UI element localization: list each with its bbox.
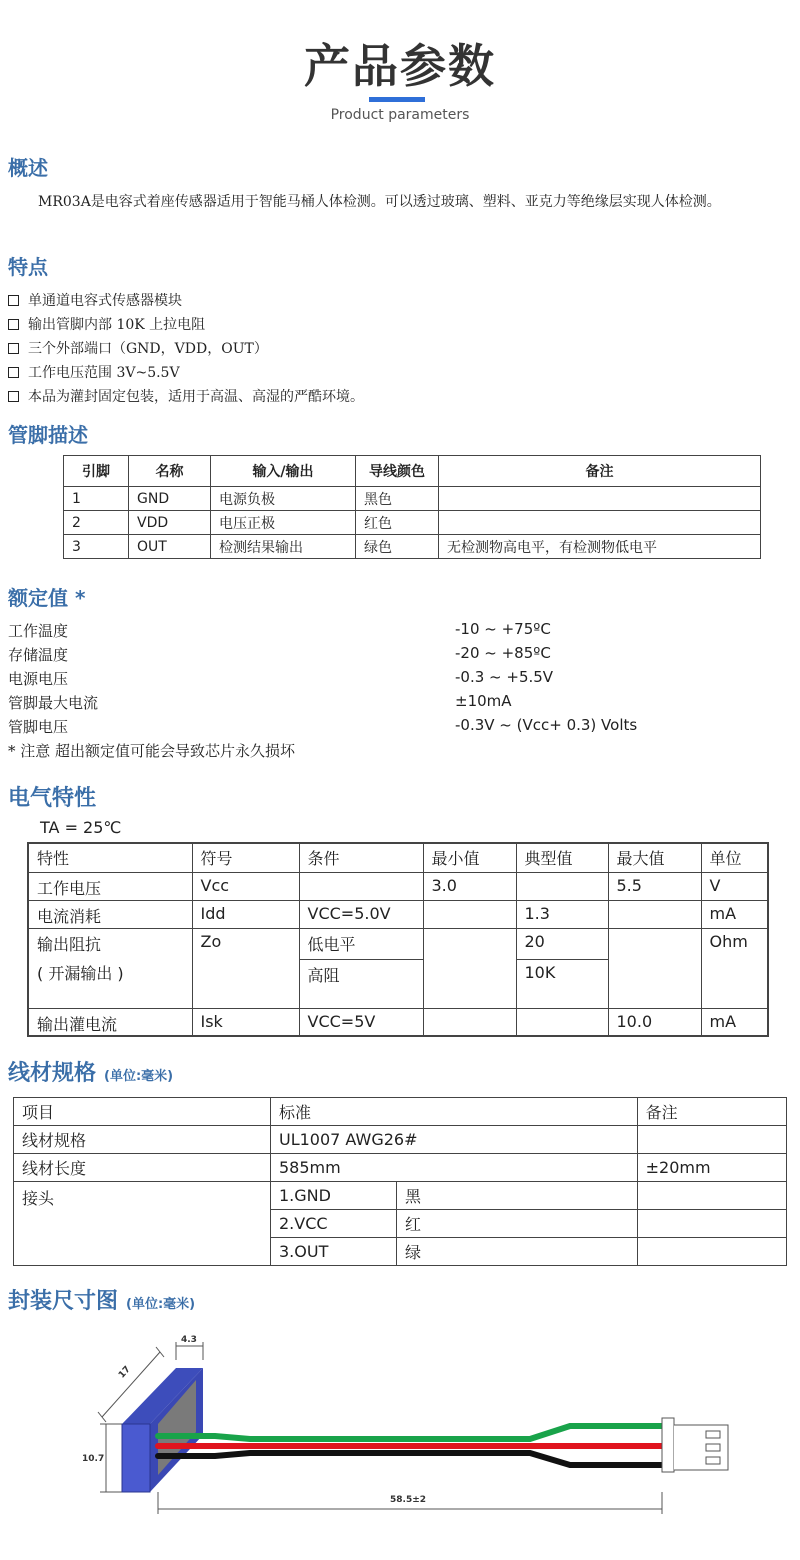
table-cell (608, 900, 701, 928)
electrical-condition: TA = 25℃ (40, 818, 122, 837)
feature-item: 本品为灌封固定包装，适用于高温、高湿的严酷环境。 (8, 386, 364, 406)
table-cell: UL1007 AWG26# (271, 1126, 638, 1154)
table-cell: Vcc (192, 872, 299, 900)
package-drawing (0, 1320, 800, 1530)
table-cell: 10.0 (608, 1008, 701, 1036)
table-cell: 1.3 (516, 900, 608, 928)
table-cell (439, 487, 761, 511)
table-cell: 黑 (397, 1182, 638, 1210)
table-header: 特性 (28, 843, 192, 872)
table-cell: Idd (192, 900, 299, 928)
package-title: 封装尺寸图 (单位:毫米) (8, 1289, 196, 1314)
table-cell (637, 1238, 786, 1266)
electrical-title: 电气特性 (8, 786, 97, 811)
page-subtitle: Product parameters (330, 107, 470, 123)
table-header: 备注 (439, 456, 761, 487)
rating-value: -0.3 ~ +5.5V (455, 668, 554, 686)
features-title: 特点 (8, 255, 48, 279)
table-cell: 红 (397, 1210, 638, 1238)
table-row (14, 1098, 787, 1126)
table-row (64, 511, 761, 535)
table-cell: mA (701, 900, 768, 928)
table-row (64, 487, 761, 511)
table-cell: 20 (516, 928, 608, 959)
table-cell: 电源负极 (211, 487, 356, 511)
table-cell (516, 872, 608, 900)
table-cell (423, 1008, 516, 1036)
table-header: 名称 (129, 456, 211, 487)
table-cell: 输出灌电流 (28, 1008, 192, 1036)
table-header: 标准 (271, 1098, 638, 1126)
table-cell: 3 (64, 535, 129, 559)
table-cell: mA (701, 1008, 768, 1036)
table-cell: 黑色 (356, 487, 439, 511)
checkbox-icon (8, 319, 19, 330)
table-header: 条件 (299, 843, 423, 872)
table-cell (608, 928, 701, 1008)
table-cell: 线材长度 (14, 1154, 271, 1182)
table-cell: 电压正极 (211, 511, 356, 535)
table-cell: Zo (192, 928, 299, 1008)
rating-label: 存储温度 (8, 646, 69, 664)
table-header: 项目 (14, 1098, 271, 1126)
impedance-label: 输出阻抗 (37, 934, 102, 954)
table-row (14, 1154, 787, 1182)
checkbox-icon (8, 367, 19, 378)
wire-title: 线材规格 (单位:毫米) (8, 1061, 174, 1086)
rating-value: -0.3V ~ (Vcc+ 0.3) Volts (455, 716, 638, 734)
checkbox-icon (8, 343, 19, 354)
table-cell: 红色 (356, 511, 439, 535)
table-cell (637, 1126, 786, 1154)
table-row (28, 1008, 768, 1036)
table-cell (516, 1008, 608, 1036)
table-header: 符号 (192, 843, 299, 872)
electrical-table (27, 842, 769, 1037)
table-cell: 2 (64, 511, 129, 535)
table-cell: 10K (516, 959, 608, 1008)
rating-note: * 注意 超出额定值可能会导致芯片永久损坏 (8, 742, 296, 760)
dim-width-label: 4.3 (181, 1335, 197, 1345)
table-cell: 高阻 (299, 959, 423, 1008)
table-cell (28, 928, 192, 1008)
table-row (28, 900, 768, 928)
table-row (28, 872, 768, 900)
wire-unit: (单位:毫米) (104, 1069, 174, 1084)
table-cell (423, 900, 516, 928)
dim-depth-label: 17 (117, 1364, 133, 1381)
table-cell: 接头 (14, 1182, 271, 1266)
wires (158, 1426, 662, 1465)
table-cell (423, 928, 516, 1008)
rating-label: 管脚电压 (8, 718, 69, 736)
table-cell: V (701, 872, 768, 900)
table-header: 单位 (701, 843, 768, 872)
dim-height-label: 10.7 (82, 1454, 105, 1464)
table-cell: OUT (129, 535, 211, 559)
feature-item: 工作电压范围 3V~5.5V (8, 362, 180, 382)
feature-item: 单通道电容式传感器模块 (8, 290, 182, 310)
page-title: 产品参数 (304, 39, 496, 93)
package-unit: (单位:毫米) (126, 1297, 196, 1312)
rating-label: 管脚最大电流 (8, 694, 99, 712)
rating-value: -20 ~ +85ºC (455, 644, 551, 662)
table-cell: 无检测物高电平，有检测物低电平 (439, 535, 761, 559)
overview-title: 概述 (8, 156, 48, 180)
table-row (28, 928, 768, 959)
table-cell: 检测结果输出 (211, 535, 356, 559)
table-cell: Ohm (701, 928, 768, 1008)
rating-value: -10 ~ +75ºC (455, 620, 551, 638)
feature-item: 三个外部端口（GND，VDD，OUT） (8, 338, 268, 358)
rating-label: 电源电压 (8, 670, 69, 688)
table-cell: VCC=5V (299, 1008, 423, 1036)
table-cell: 585mm (271, 1154, 638, 1182)
table-cell (637, 1182, 786, 1210)
dim-length-label: 58.5±2 (390, 1495, 427, 1505)
table-cell: Isk (192, 1008, 299, 1036)
table-cell: 线材规格 (14, 1126, 271, 1154)
connector-icon (662, 1418, 728, 1472)
table-header: 典型值 (516, 843, 608, 872)
table-cell: ±20mm (637, 1154, 786, 1182)
table-cell: 5.5 (608, 872, 701, 900)
checkbox-icon (8, 391, 19, 402)
table-header: 输入/输出 (211, 456, 356, 487)
table-cell: 绿 (397, 1238, 638, 1266)
impedance-sublabel: ( 开漏输出 ) (37, 963, 124, 983)
wire-table (13, 1097, 787, 1266)
rating-label: 工作温度 (8, 622, 69, 640)
ratings-title: 额定值 * (8, 586, 86, 610)
title-underline (369, 97, 425, 102)
table-header: 引脚 (64, 456, 129, 487)
table-cell: 工作电压 (28, 872, 192, 900)
table-cell: 绿色 (356, 535, 439, 559)
table-cell: 2.VCC (271, 1210, 397, 1238)
table-cell (299, 872, 423, 900)
rating-value: ±10mA (455, 692, 512, 710)
table-cell: VCC=5.0V (299, 900, 423, 928)
table-cell: VDD (129, 511, 211, 535)
table-cell (439, 511, 761, 535)
table-row (14, 1182, 787, 1210)
table-cell: 1.GND (271, 1182, 397, 1210)
table-cell: 低电平 (299, 928, 423, 959)
table-header: 最小值 (423, 843, 516, 872)
pins-title: 管脚描述 (8, 423, 88, 447)
table-header: 导线颜色 (356, 456, 439, 487)
table-cell: GND (129, 487, 211, 511)
table-cell: 3.OUT (271, 1238, 397, 1266)
table-cell: 电流消耗 (28, 900, 192, 928)
table-row (64, 535, 761, 559)
checkbox-icon (8, 295, 19, 306)
sensor-body (122, 1368, 203, 1492)
table-cell (637, 1210, 786, 1238)
table-row (14, 1126, 787, 1154)
overview-text: MR03A是电容式着座传感器适用于智能马桶人体检测。可以透过玻璃、塑料、亚克力等绝缘层实现人体检测。 (38, 194, 721, 210)
table-cell: 3.0 (423, 872, 516, 900)
feature-item: 输出管脚内部 10K 上拉电阻 (8, 314, 205, 334)
table-cell: 1 (64, 487, 129, 511)
pin-table (63, 455, 761, 559)
table-header: 最大值 (608, 843, 701, 872)
table-header: 备注 (637, 1098, 786, 1126)
